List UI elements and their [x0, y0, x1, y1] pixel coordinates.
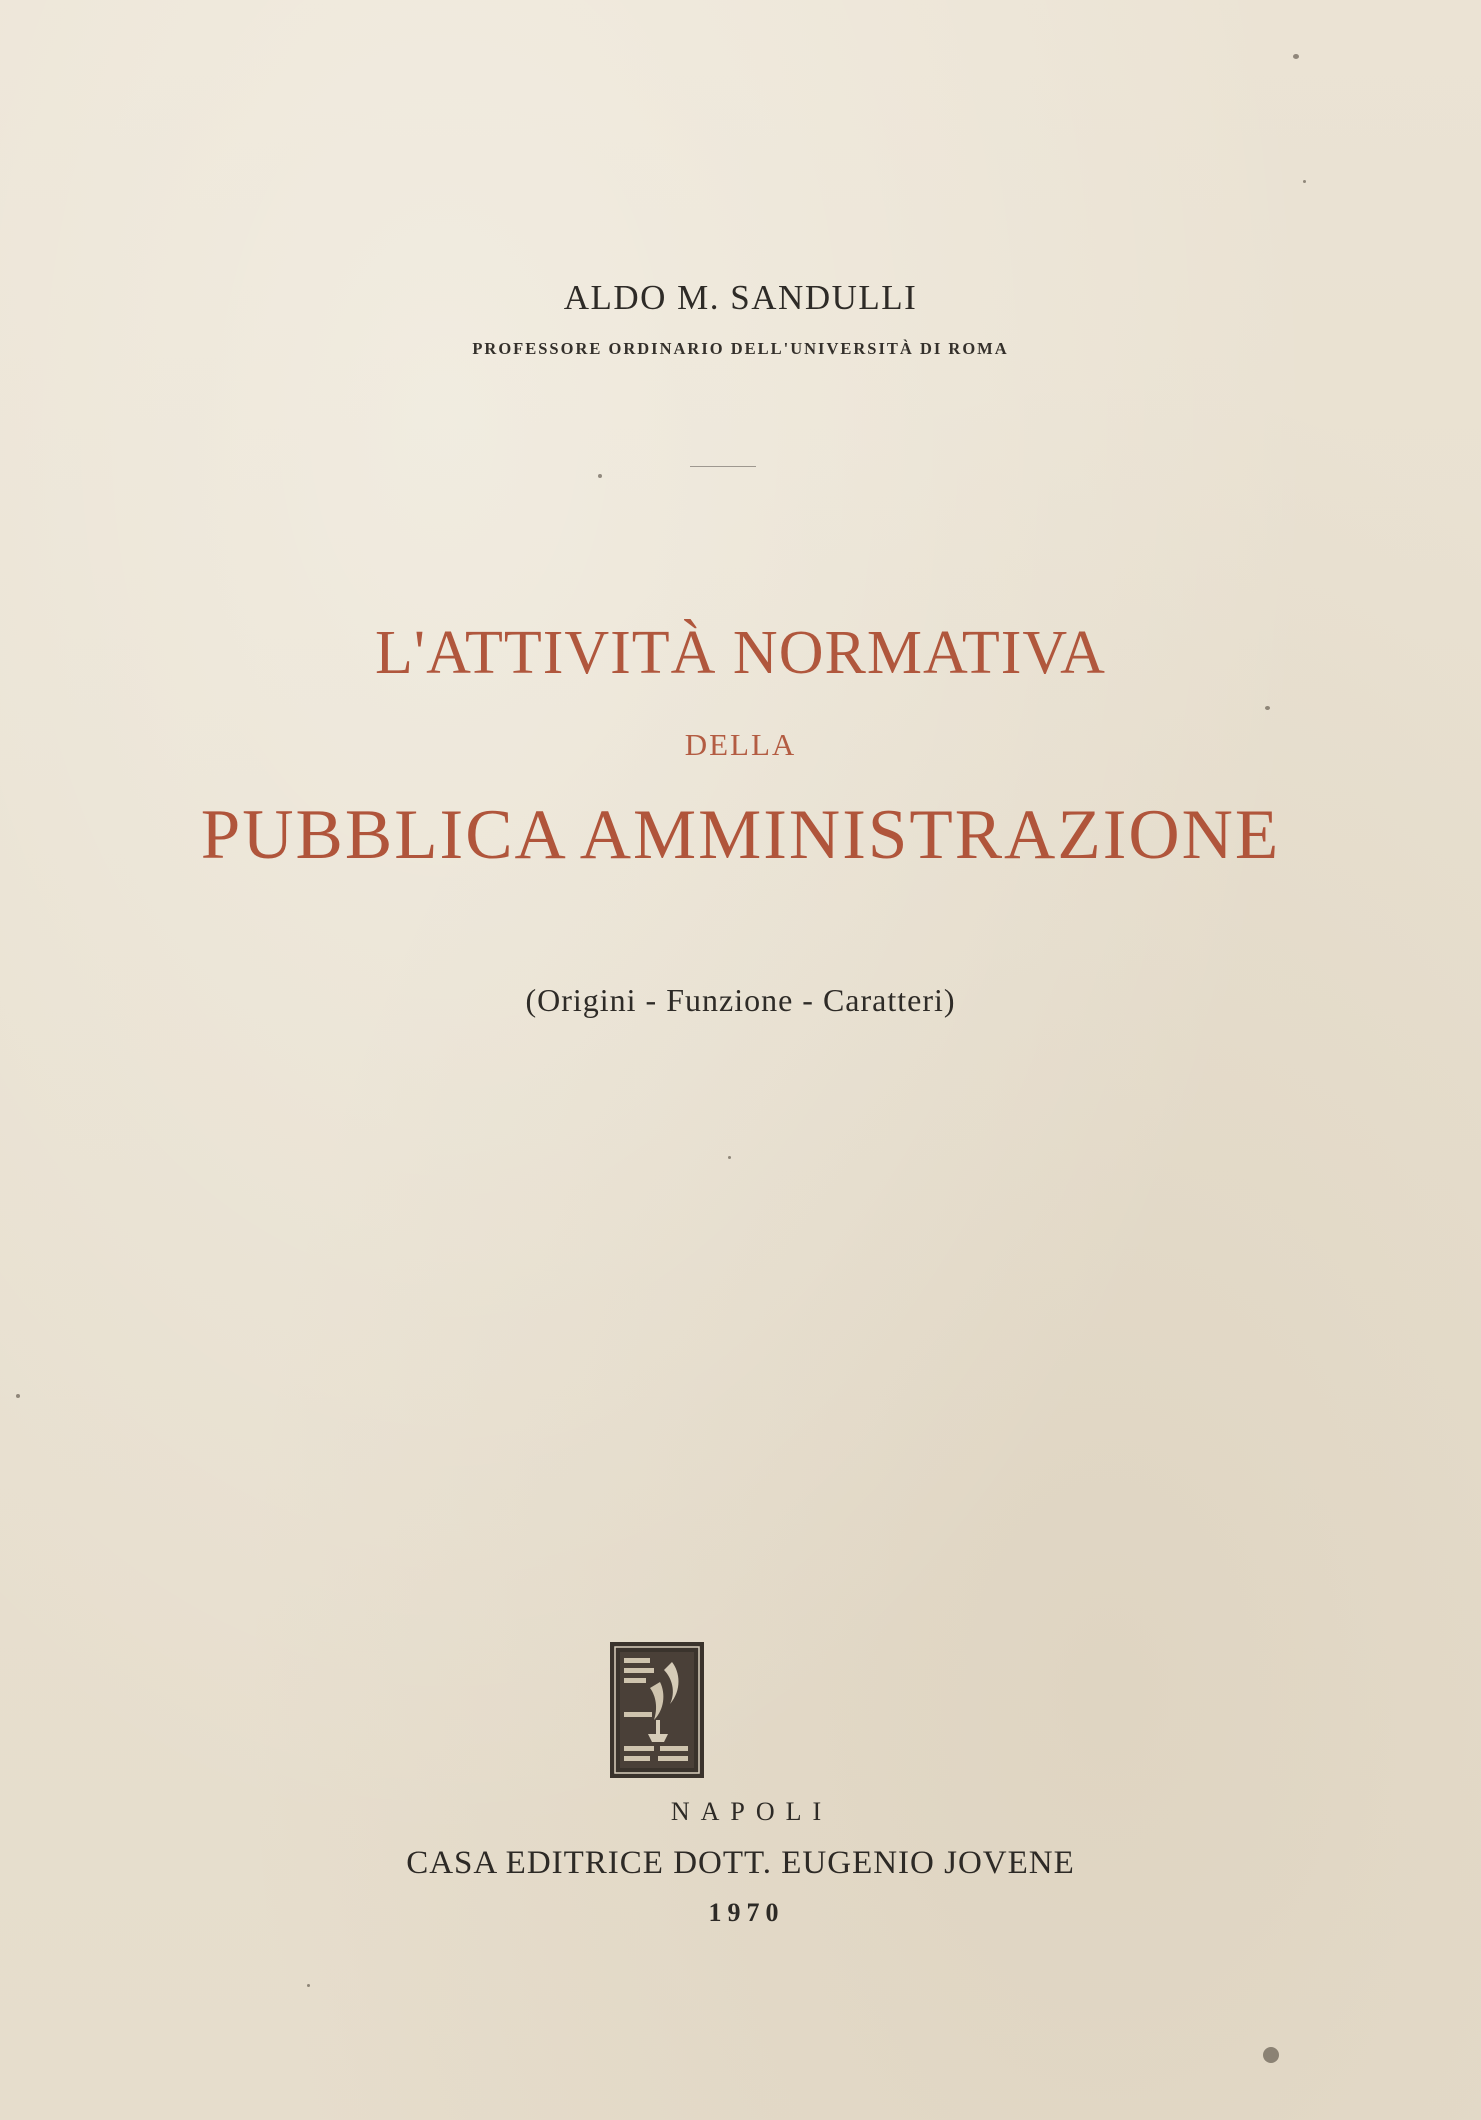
- paper-speck: [16, 1394, 20, 1398]
- author-name: ALDO M. SANDULLI: [563, 278, 918, 317]
- publisher-emblem-icon: [610, 1642, 704, 1778]
- title-line-1: L'ATTIVITÀ NORMATIVA: [375, 619, 1106, 687]
- title-line-3: PUBBLICA AMMINISTRAZIONE: [200, 796, 1281, 874]
- publisher-name: CASA EDITRICE DOTT. EUGENIO JOVENE: [406, 1845, 1075, 1881]
- paper-speck: [1263, 2047, 1279, 2063]
- paper-speck: [1265, 706, 1270, 710]
- title-line-2: DELLA: [684, 727, 797, 762]
- paper-speck: [598, 474, 602, 478]
- paper-speck: [307, 1984, 310, 1987]
- paper-speck: [1303, 180, 1306, 183]
- subtitle: (Origini - Funzione - Caratteri): [525, 982, 956, 1018]
- publication-year: 1970: [708, 1898, 785, 1927]
- paper-speck: [728, 1156, 731, 1159]
- paper-speck: [1293, 54, 1299, 59]
- publication-city: NAPOLI: [670, 1797, 833, 1826]
- divider-rule: [690, 466, 756, 467]
- author-affiliation: PROFESSORE ORDINARIO DELL'UNIVERSITÀ DI ROMA: [472, 339, 1009, 358]
